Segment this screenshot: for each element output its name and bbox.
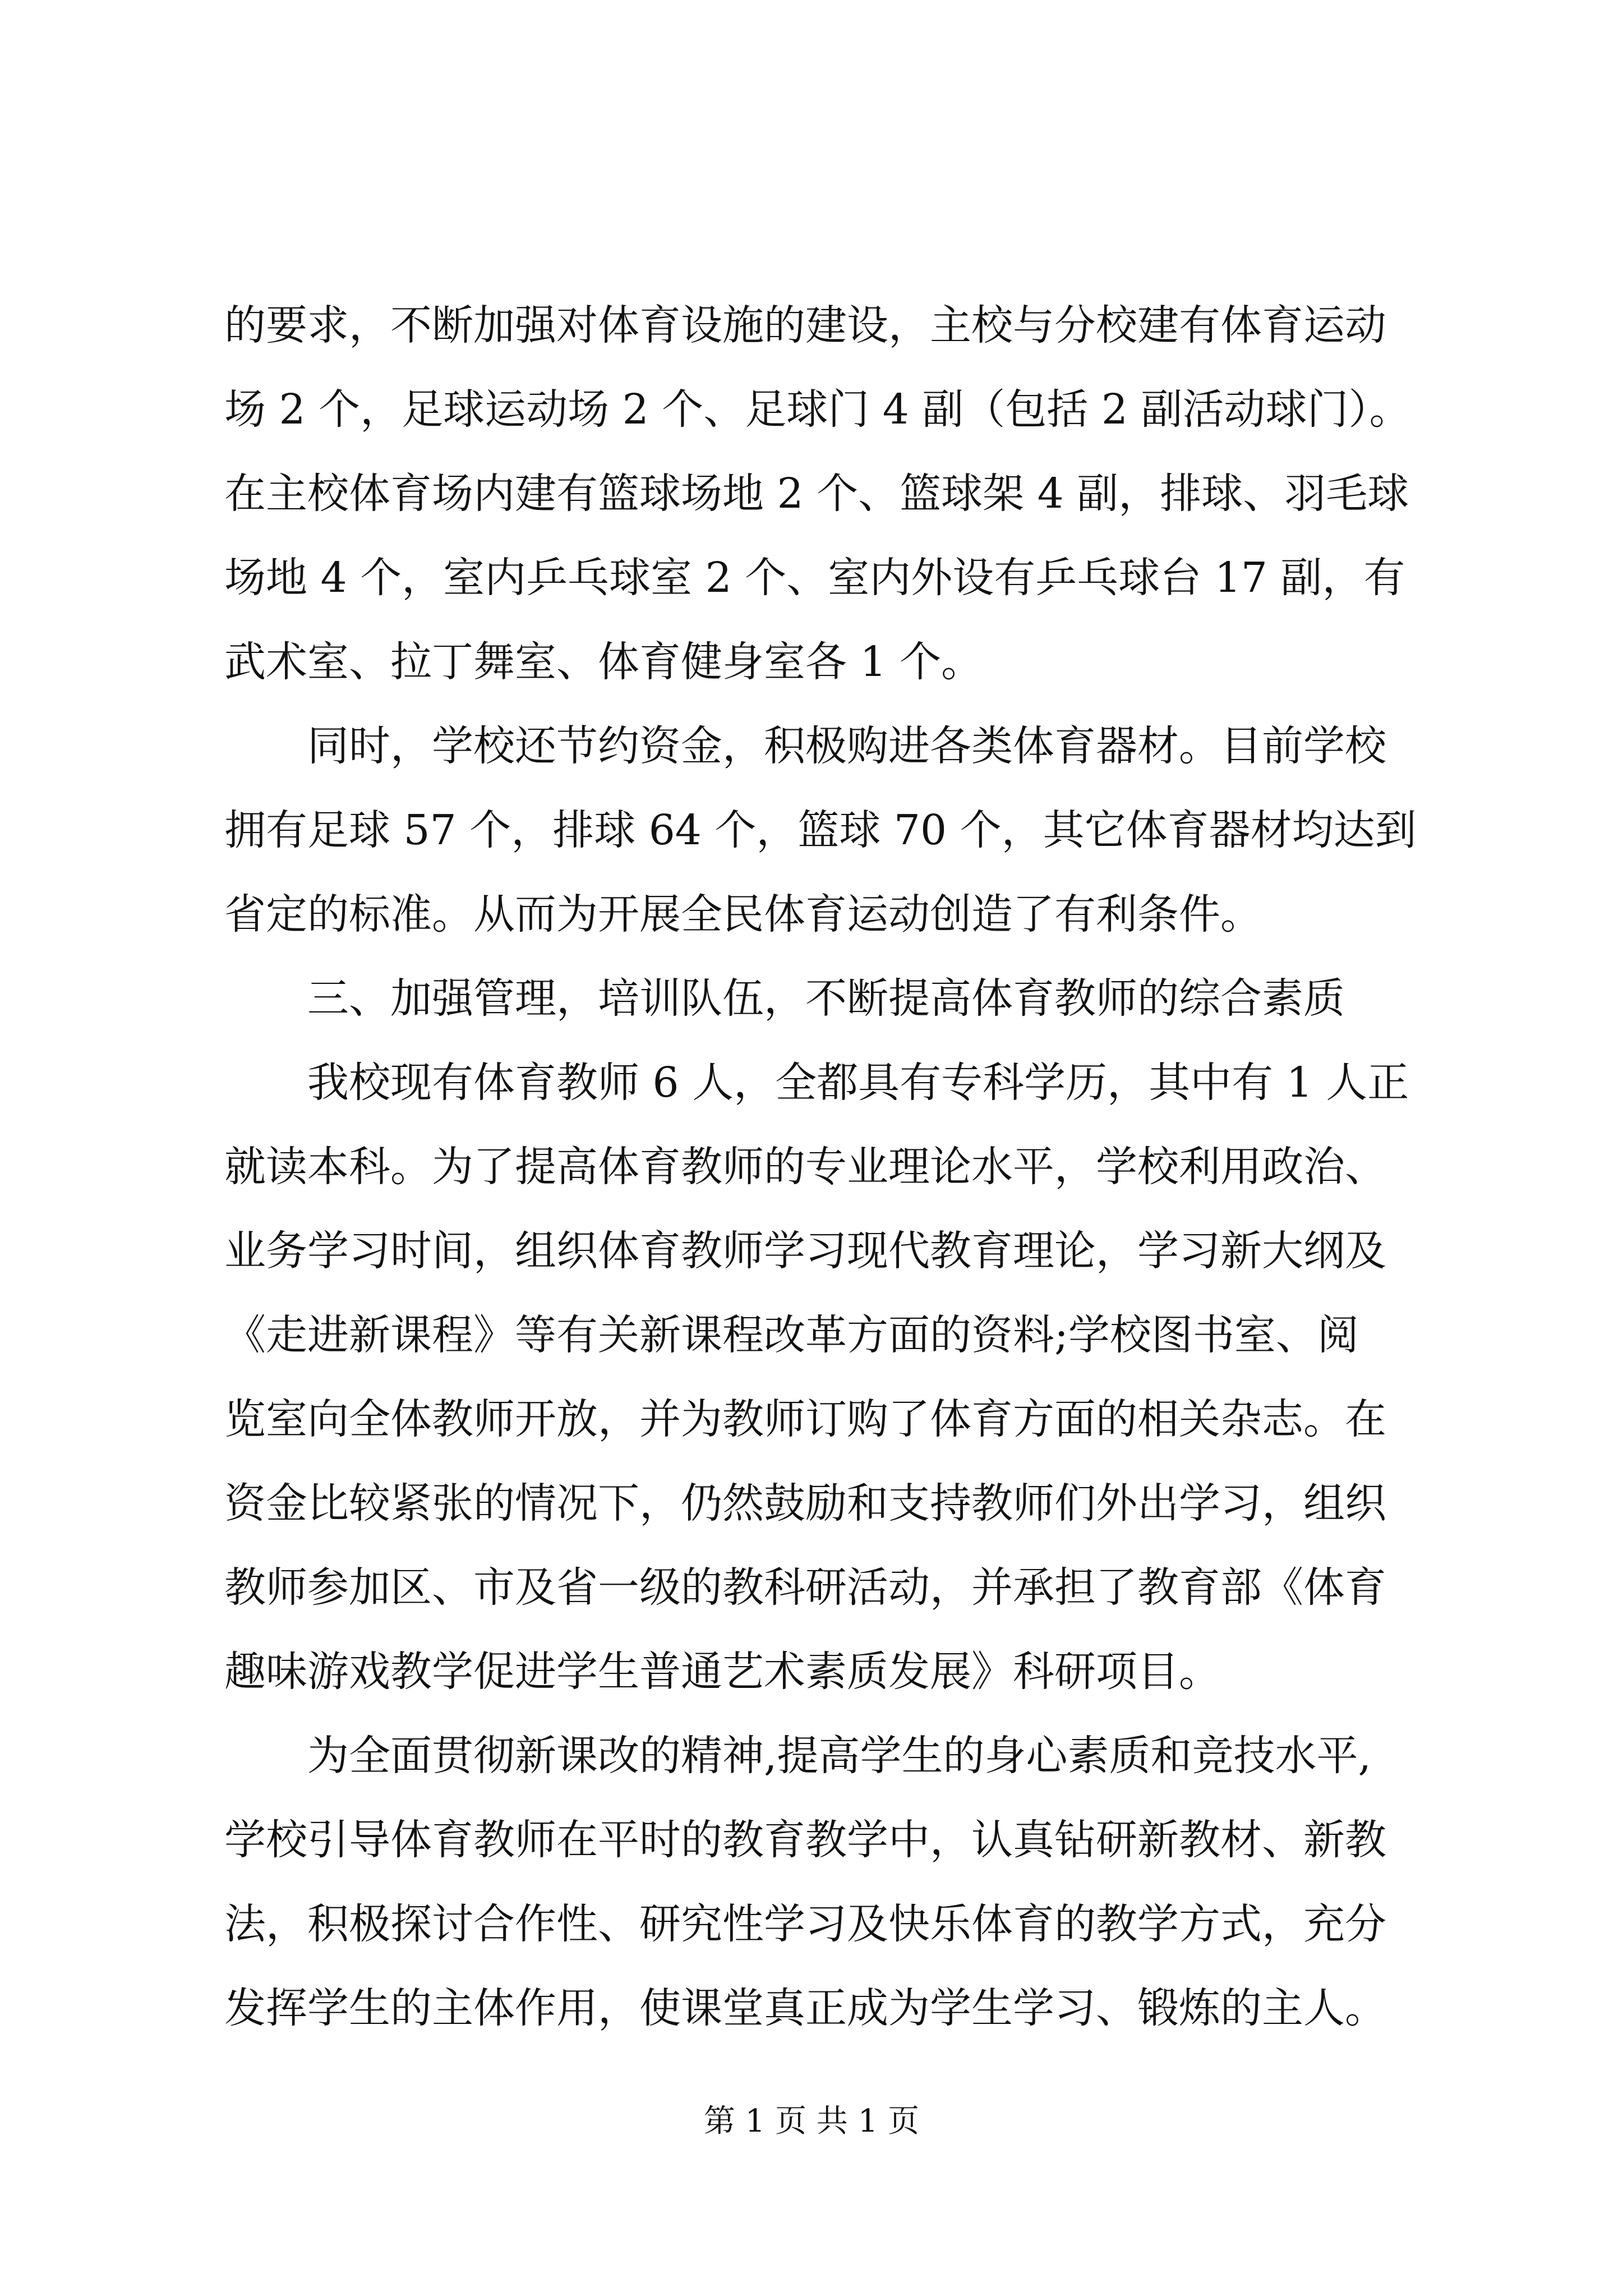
- text-line: 资金比较紧张的情况下，仍然鼓励和支持教师们外出学习，组织: [224, 1479, 1386, 1527]
- paragraph-start-line: 为全面贯彻新课改的精神,提高学生的身心素质和竞技水平,: [307, 1732, 1372, 1780]
- text-line: 趣味游戏教学促进学生普通艺术素质发展》科研项目。: [224, 1648, 1220, 1696]
- text-line: 场 2 个，足球运动场 2 个、足球门 4 副（包括 2 副活动球门）。: [224, 385, 1411, 434]
- section-heading: 三、加强管理，培训队伍，不断提高体育教师的综合素质: [307, 974, 1345, 1023]
- text-line: 法，积极探讨合作性、研究性学习及快乐体育的教学方式，充分: [224, 1900, 1386, 1948]
- text-line: 武术室、拉丁舞室、体育健身室各 1 个。: [224, 638, 983, 686]
- text-line: 览室向全体教师开放，并为教师订购了体育方面的相关杂志。在: [224, 1395, 1386, 1443]
- text-line: 就读本科。为了提高体育教师的专业理论水平，学校利用政治、: [224, 1143, 1386, 1191]
- text-line: 拥有足球 57 个，排球 64 个，篮球 70 个，其它体育器材均达到: [224, 806, 1417, 854]
- text-line: 《走进新课程》等有关新课程改革方面的资料;学校图书室、阅: [224, 1311, 1359, 1359]
- text-line: 的要求，不断加强对体育设施的建设，主校与分校建有体育运动: [224, 301, 1386, 349]
- text-line: 场地 4 个，室内乒乓球室 2 个、室内外设有乒乓球台 17 副，有: [224, 554, 1405, 602]
- text-line: 业务学习时间，组织体育教师学习现代教育理论，学习新大纲及: [224, 1227, 1386, 1275]
- body-text: [224, 283, 1430, 2050]
- paragraph-start-line: 同时，学校还节约资金，积极购进各类体育器材。目前学校: [307, 722, 1386, 770]
- text-line: 省定的标准。从而为开展全民体育运动创造了有利条件。: [224, 890, 1262, 938]
- page-number-footer: 第 1 页 共 1 页: [703, 2103, 920, 2139]
- text-line: 学校引导体育教师在平时的教育教学中，认真钻研新教材、新教: [224, 1816, 1386, 1864]
- paragraph-start-line: 我校现有体育教师 6 人，全都具有专科学历，其中有 1 人正: [307, 1059, 1409, 1107]
- text-line: 教师参加区、市及省一级的教科研活动，并承担了教育部《体育: [224, 1563, 1386, 1612]
- text-line: 发挥学生的主体作用，使课堂真正成为学生学习、锻炼的主人。: [224, 1984, 1386, 2032]
- text-line: 在主校体育场内建有篮球场地 2 个、篮球架 4 副，排球、羽毛球: [224, 470, 1409, 518]
